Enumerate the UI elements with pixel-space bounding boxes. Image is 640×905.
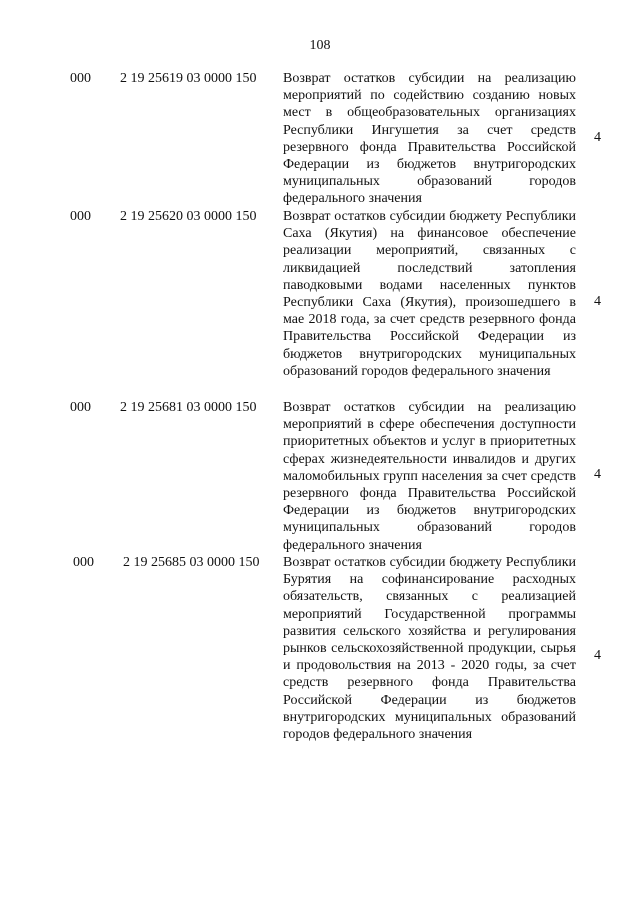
- value-cell: 4: [594, 648, 601, 663]
- admin-code: 000: [70, 71, 91, 86]
- value-cell: 4: [594, 467, 601, 482]
- revenue-name: Возврат остатков субсидии на реализацию мероприятий по содействию созданию новых мест в общеобразовательных организациях Республики Ингушетия за счет средств резервного фонда Правительства Российской Федерации из бюджетов внутригородских муниципальных образований городов федерального значения: [283, 71, 576, 207]
- budget-classification-code: 2 19 25620 03 0000 150: [120, 209, 257, 224]
- budget-classification-code: 2 19 25619 03 0000 150: [120, 71, 257, 86]
- admin-code: 000: [73, 555, 94, 570]
- value-cell: 4: [594, 294, 601, 309]
- revenue-name: Возврат остатков субсидии на реализацию мероприятий в сфере обеспечения доступности приоритетных объектов и услуг в приоритетных сферах жизнедеятельности инвалидов и других маломобильных групп населения за счет средств резервного фонда Правительства Российской Федерации из бюджетов внутригородских муниципальных образований городов федерального значения: [283, 400, 576, 553]
- budget-classification-code: 2 19 25685 03 0000 150: [123, 555, 260, 570]
- revenue-name: Возврат остатков субсидии бюджету Республики Саха (Якутия) на финансовое обеспечение реализации мероприятий, связанных с ликвидацией последствий затопления паводковыми водами населенных пунктов Республики Саха (Якутия), произошедшего в мае 2018 года, за счет средств резервного фонда Правительства Российской Федерации из бюджетов внутригородских муниципальных образований городов федерального значения: [283, 209, 576, 379]
- admin-code: 000: [70, 400, 91, 415]
- page-number: 108: [309, 38, 331, 53]
- value-cell: 4: [594, 130, 601, 145]
- revenue-name: Возврат остатков субсидии бюджету Республики Бурятия на софинансирование расходных обязательств, связанных с реализацией мероприятий Государственной программы развития сельского хозяйства и регулирования рынков сельскохозяйственной продукции, сырья и продовольствия на 2013 - 2020 годы, за счет средств резервного фонда Правительства Российской Федерации из бюджетов внутригородских муниципальных образований городов федерального значения: [283, 555, 576, 743]
- budget-classification-code: 2 19 25681 03 0000 150: [120, 400, 257, 415]
- admin-code: 000: [70, 209, 91, 224]
